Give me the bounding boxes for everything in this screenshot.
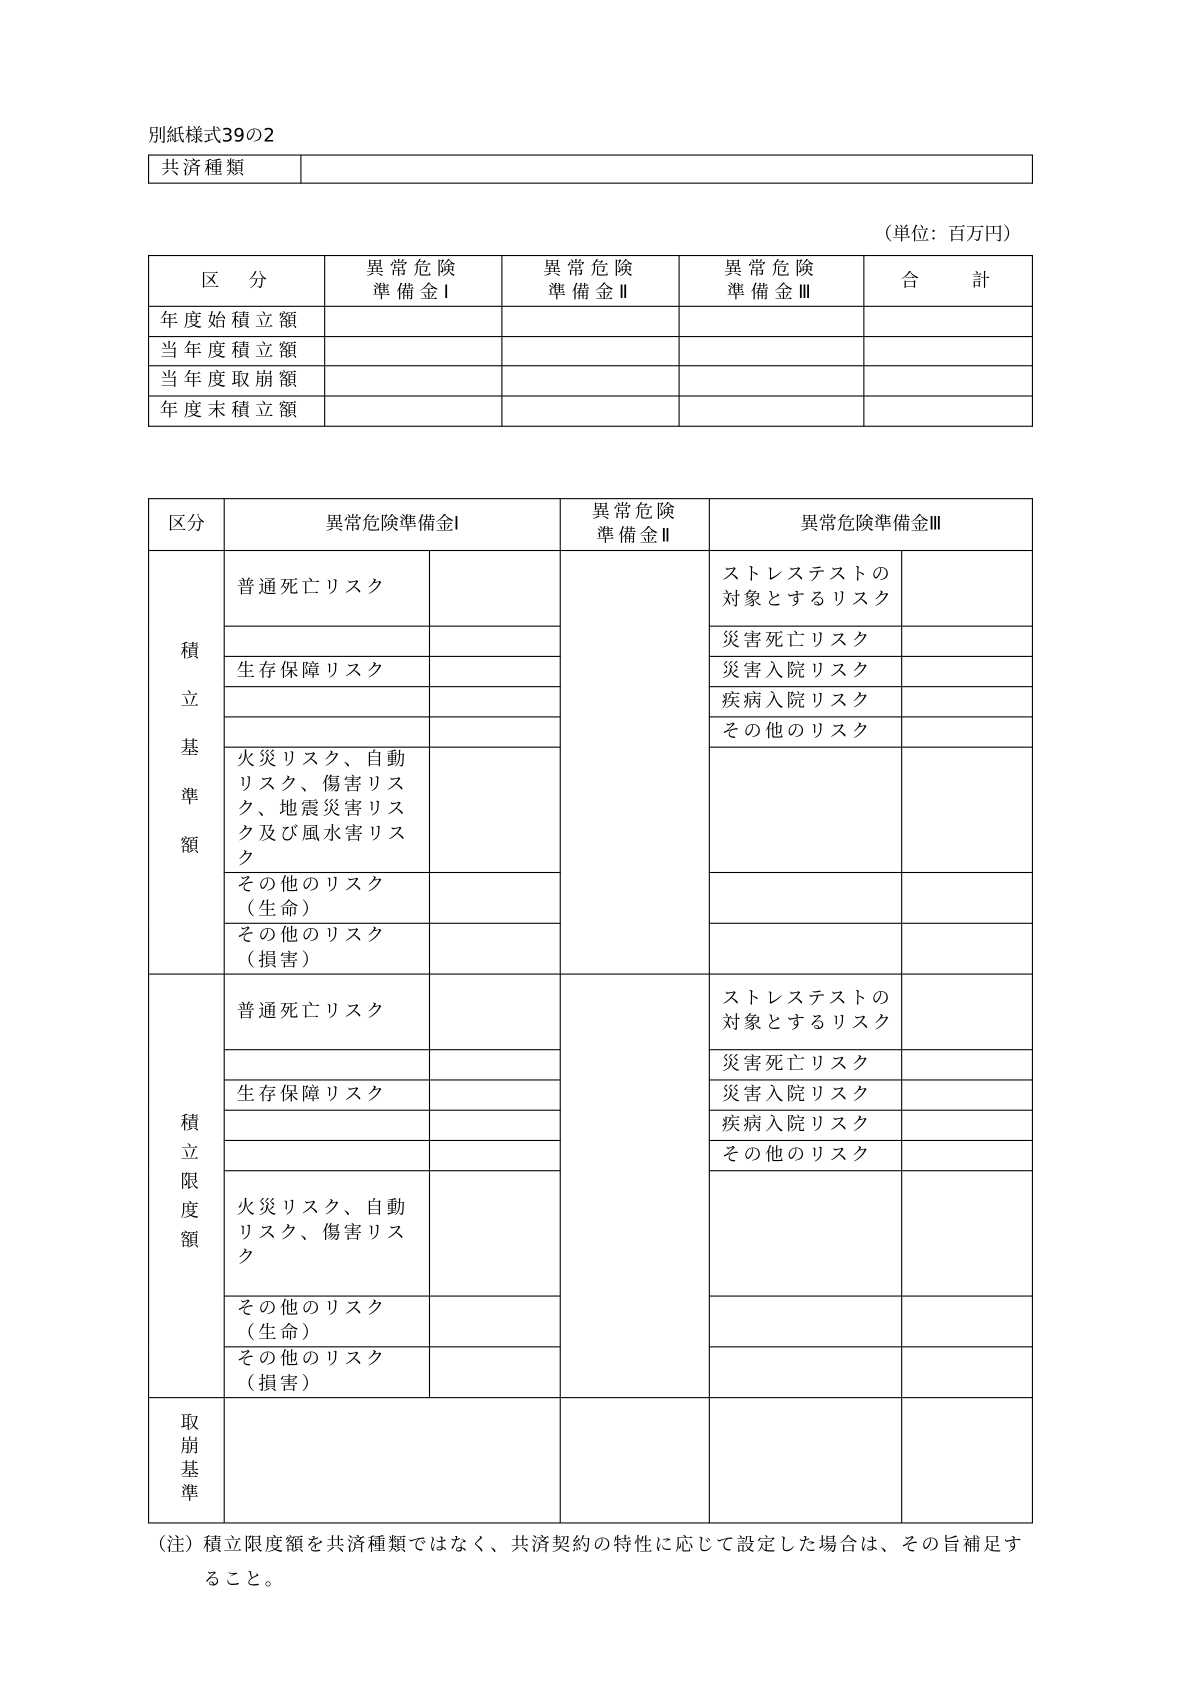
summary-header: 異常危険 準備金Ⅰ <box>325 256 502 307</box>
reserve-1-risk-label: その他のリスク（損害） <box>224 923 429 974</box>
reserve-3-value-cell[interactable] <box>902 872 1033 923</box>
detail-header-category: 区分 <box>149 498 225 550</box>
reserve-3-value-cell[interactable] <box>902 1170 1033 1295</box>
reserve-3-risk-label: 災害入院リスク <box>709 1080 901 1110</box>
reserve-1-value-cell[interactable] <box>429 717 560 747</box>
reserve-1-value-cell[interactable] <box>429 1080 560 1110</box>
reserve-3-risk-label: 疾病入院リスク <box>709 686 901 716</box>
reserve-3-value-cell[interactable] <box>902 686 1033 716</box>
reserve-3-value-cell[interactable] <box>902 626 1033 656</box>
summary-header: 異常危険 準備金Ⅲ <box>679 256 864 307</box>
note-text: 積立限度額を共済種類ではなく、共済契約の特性に応じて設定した場合は、その旨補足すること。 <box>203 1534 1024 1591</box>
reserve-3-risk-label <box>709 872 901 923</box>
section-label: 積立基準額 <box>149 550 225 974</box>
summary-table <box>148 255 1033 427</box>
summary-value-cell[interactable] <box>864 336 1033 366</box>
summary-header: 区 分 <box>149 256 325 307</box>
reserve-3-value-cell[interactable] <box>902 1110 1033 1140</box>
document-body <box>148 125 1033 1596</box>
reserve-3-value-cell[interactable] <box>902 717 1033 747</box>
reserve-1-value-cell[interactable] <box>429 1049 560 1079</box>
summary-row-label: 当年度取崩額 <box>149 366 325 396</box>
reserve-1-value-cell[interactable] <box>429 747 560 872</box>
summary-value-cell[interactable] <box>502 366 679 396</box>
kind-table <box>148 155 1033 184</box>
reserve-1-risk-label <box>224 626 429 656</box>
summary-row <box>149 396 1033 426</box>
summary-value-cell[interactable] <box>864 366 1033 396</box>
reserve-3-risk-label: 疾病入院リスク <box>709 1110 901 1140</box>
form-title: 別紙様式39の2 <box>148 125 275 147</box>
summary-row <box>149 366 1033 396</box>
reserve-1-risk-label <box>224 686 429 716</box>
reserve-3-value-cell[interactable] <box>902 974 1033 1050</box>
reserve-3-value-cell[interactable] <box>902 747 1033 872</box>
withdrawal-reserve-2-cell[interactable] <box>560 1397 709 1522</box>
withdrawal-reserve-3-value-cell[interactable] <box>902 1397 1033 1522</box>
summary-row-label: 当年度積立額 <box>149 336 325 366</box>
reserve-1-risk-label: 普通死亡リスク <box>224 550 429 626</box>
reserve-1-risk-label: 生存保障リスク <box>224 656 429 686</box>
unit-label: （単位：百万円） <box>874 223 1022 246</box>
reserve-3-risk-label <box>709 1347 901 1398</box>
reserve-3-value-cell[interactable] <box>902 550 1033 626</box>
reserve-3-risk-label <box>709 1170 901 1295</box>
reserve-3-risk-label: 災害入院リスク <box>709 656 901 686</box>
summary-value-cell[interactable] <box>502 396 679 426</box>
reserve-1-risk-label: 普通死亡リスク <box>224 974 429 1050</box>
reserve-3-value-cell[interactable] <box>902 1080 1033 1110</box>
reserve-1-risk-label: 生存保障リスク <box>224 1080 429 1110</box>
summary-value-cell[interactable] <box>325 396 502 426</box>
withdrawal-label: 取崩基準 <box>149 1397 225 1522</box>
summary-header: 合 計 <box>864 256 1033 307</box>
summary-row <box>149 336 1033 366</box>
reserve-1-value-cell[interactable] <box>429 923 560 974</box>
summary-value-cell[interactable] <box>502 306 679 336</box>
reserve-1-value-cell[interactable] <box>429 1296 560 1347</box>
reserve-1-value-cell[interactable] <box>429 1110 560 1140</box>
reserve-3-value-cell[interactable] <box>902 1140 1033 1170</box>
summary-value-cell[interactable] <box>325 336 502 366</box>
reserve-1-risk-label <box>224 1049 429 1079</box>
reserve-3-risk-label <box>709 1296 901 1347</box>
summary-value-cell[interactable] <box>502 336 679 366</box>
detail-header-reserve-2: 異常危険 準備金Ⅱ <box>560 498 709 550</box>
reserve-3-value-cell[interactable] <box>902 923 1033 974</box>
reserve-1-value-cell[interactable] <box>429 872 560 923</box>
reserve-1-value-cell[interactable] <box>429 626 560 656</box>
reserve-1-value-cell[interactable] <box>429 974 560 1050</box>
summary-row <box>149 306 1033 336</box>
reserve-3-risk-label: その他のリスク <box>709 717 901 747</box>
reserve-1-risk-label <box>224 1110 429 1140</box>
summary-header: 異常危険 準備金Ⅱ <box>502 256 679 307</box>
reserve-3-risk-label: ストレステストの対象とするリスク <box>709 550 901 626</box>
summary-value-cell[interactable] <box>679 306 864 336</box>
reserve-2-value-cell[interactable] <box>560 974 709 1398</box>
summary-value-cell[interactable] <box>325 306 502 336</box>
summary-value-cell[interactable] <box>325 366 502 396</box>
reserve-1-value-cell[interactable] <box>429 1140 560 1170</box>
reserve-1-risk-label: 火災リスク、自動リスク、傷害リスク、地震災害リスク及び風水害リスク <box>224 747 429 872</box>
kind-value-field[interactable] <box>301 155 1032 183</box>
reserve-3-risk-label: 災害死亡リスク <box>709 626 901 656</box>
reserve-3-risk-label: 災害死亡リスク <box>709 1049 901 1079</box>
reserve-1-value-cell[interactable] <box>429 656 560 686</box>
detail-table <box>148 498 1033 1523</box>
reserve-1-value-cell[interactable] <box>429 1170 560 1295</box>
reserve-3-value-cell[interactable] <box>902 1049 1033 1079</box>
note <box>148 1528 1033 1597</box>
withdrawal-reserve-1-cell[interactable] <box>224 1397 560 1522</box>
reserve-3-risk-label <box>709 747 901 872</box>
withdrawal-reserve-3-cell[interactable] <box>709 1397 901 1522</box>
section-label: 積立限度額 <box>149 974 225 1398</box>
reserve-3-risk-label: ストレステストの対象とするリスク <box>709 974 901 1050</box>
summary-value-cell[interactable] <box>679 366 864 396</box>
reserve-3-value-cell[interactable] <box>902 1347 1033 1398</box>
summary-row-label: 年度末積立額 <box>149 396 325 426</box>
note-marker: （注） <box>148 1534 204 1556</box>
reserve-1-value-cell[interactable] <box>429 550 560 626</box>
summary-value-cell[interactable] <box>679 396 864 426</box>
detail-header-reserve-1: 異常危険準備金Ⅰ <box>224 498 560 550</box>
reserve-3-value-cell[interactable] <box>902 1296 1033 1347</box>
summary-value-cell[interactable] <box>679 336 864 366</box>
detail-header-reserve-3: 異常危険準備金Ⅲ <box>709 498 1032 550</box>
reserve-1-risk-label: その他のリスク（生命） <box>224 872 429 923</box>
summary-row-label: 年度始積立額 <box>149 306 325 336</box>
kind-label: 共済種類 <box>149 155 301 183</box>
summary-value-cell[interactable] <box>864 306 1033 336</box>
reserve-3-risk-label: その他のリスク <box>709 1140 901 1170</box>
reserve-1-risk-label <box>224 717 429 747</box>
reserve-1-risk-label: その他のリスク（損害） <box>224 1347 429 1398</box>
reserve-3-value-cell[interactable] <box>902 656 1033 686</box>
reserve-1-risk-label: 火災リスク、自動リスク、傷害リスク <box>224 1170 429 1295</box>
reserve-3-risk-label <box>709 923 901 974</box>
detail-row <box>149 550 1033 626</box>
detail-row <box>149 974 1033 1050</box>
reserve-1-value-cell[interactable] <box>429 1347 560 1398</box>
reserve-1-risk-label: その他のリスク（生命） <box>224 1296 429 1347</box>
reserve-1-risk-label <box>224 1140 429 1170</box>
summary-value-cell[interactable] <box>864 396 1033 426</box>
reserve-1-value-cell[interactable] <box>429 686 560 716</box>
reserve-2-value-cell[interactable] <box>560 550 709 974</box>
